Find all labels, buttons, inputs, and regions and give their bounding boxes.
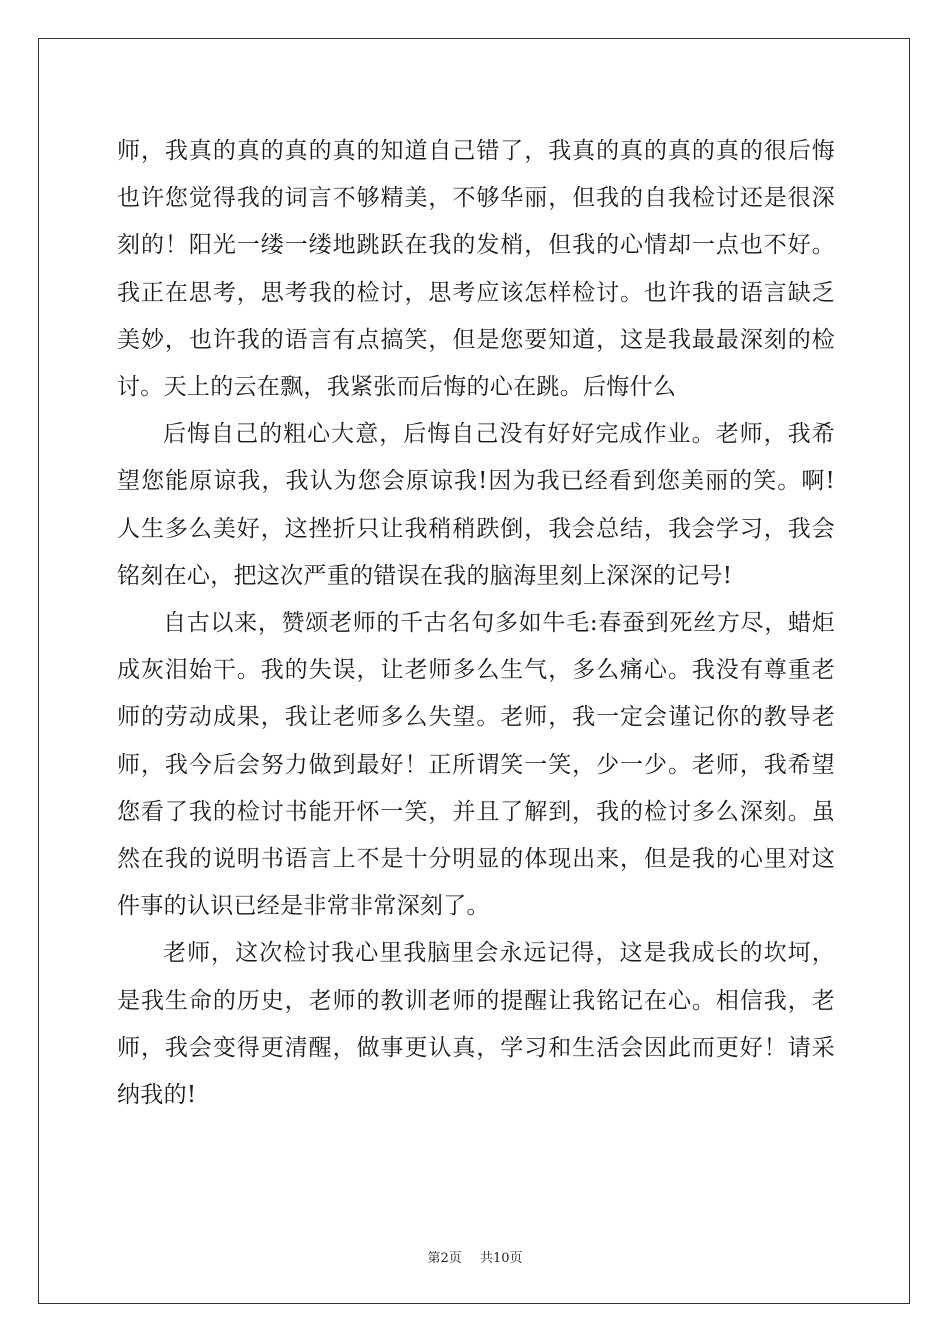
paragraph-1: 师，我真的真的真的真的知道自己错了，我真的真的真的真的很后悔也许您觉得我的词言不够精美，不够华丽，但我的自我检讨还是很深刻的！阳光一缕一缕地跳跃在我的发梢，但我的心情却一点也不好。我正在思考，思考我的检讨，思考应该怎样检讨。也许我的语言缺乏美妙，也许我的语言有点搞笑，但是您要知道，这是我最最深刻的检讨。天上的云在飘，我紧张而后悔的心在跳。后悔什么 [117, 138, 835, 401]
paragraph-2: 后悔自己的粗心大意，后悔自己没有好好完成作业。老师，我希望您能原谅我，我认为您会原谅我!因为我已经看到您美丽的笑。啊!人生多么美好，这挫折只让我稍稍跌倒，我会总结，我会学习，我会铭刻在心，把这次严重的错误在我的脑海里刻上深深的记号! [117, 421, 835, 589]
paragraph-3: 自古以来，赞颂老师的千古名句多如牛毛:春蚕到死丝方尽，蜡炬成灰泪始干。我的失误，让老师多么生气，多么痛心。我没有尊重老师的劳动成果，我让老师多么失望。老师，我一定会谨记你的教导老师，我今后会努力做到最好！正所谓笑一笑，少一少。老师，我希望您看了我的检讨书能开怀一笑，并且了解到，我的检讨多么深刻。虽然在我的说明书语言上不是十分明显的体现出来，但是我的心里对这件事的认识已经是非常非常深刻了。 [117, 610, 835, 920]
paragraph-4: 老师，这次检讨我心里我脑里会永远记得，这是我成长的坎坷，是我生命的历史，老师的教训老师的提醒让我铭记在心。相信我，老师，我会变得更清醒，做事更认真，学习和生活会因此而更好！请采纳我的! [117, 940, 835, 1109]
page-number: 第2页 [427, 1251, 462, 1266]
document-body [117, 128, 835, 1119]
page-total: 共10页 [480, 1251, 523, 1266]
page-footer [0, 1247, 950, 1266]
